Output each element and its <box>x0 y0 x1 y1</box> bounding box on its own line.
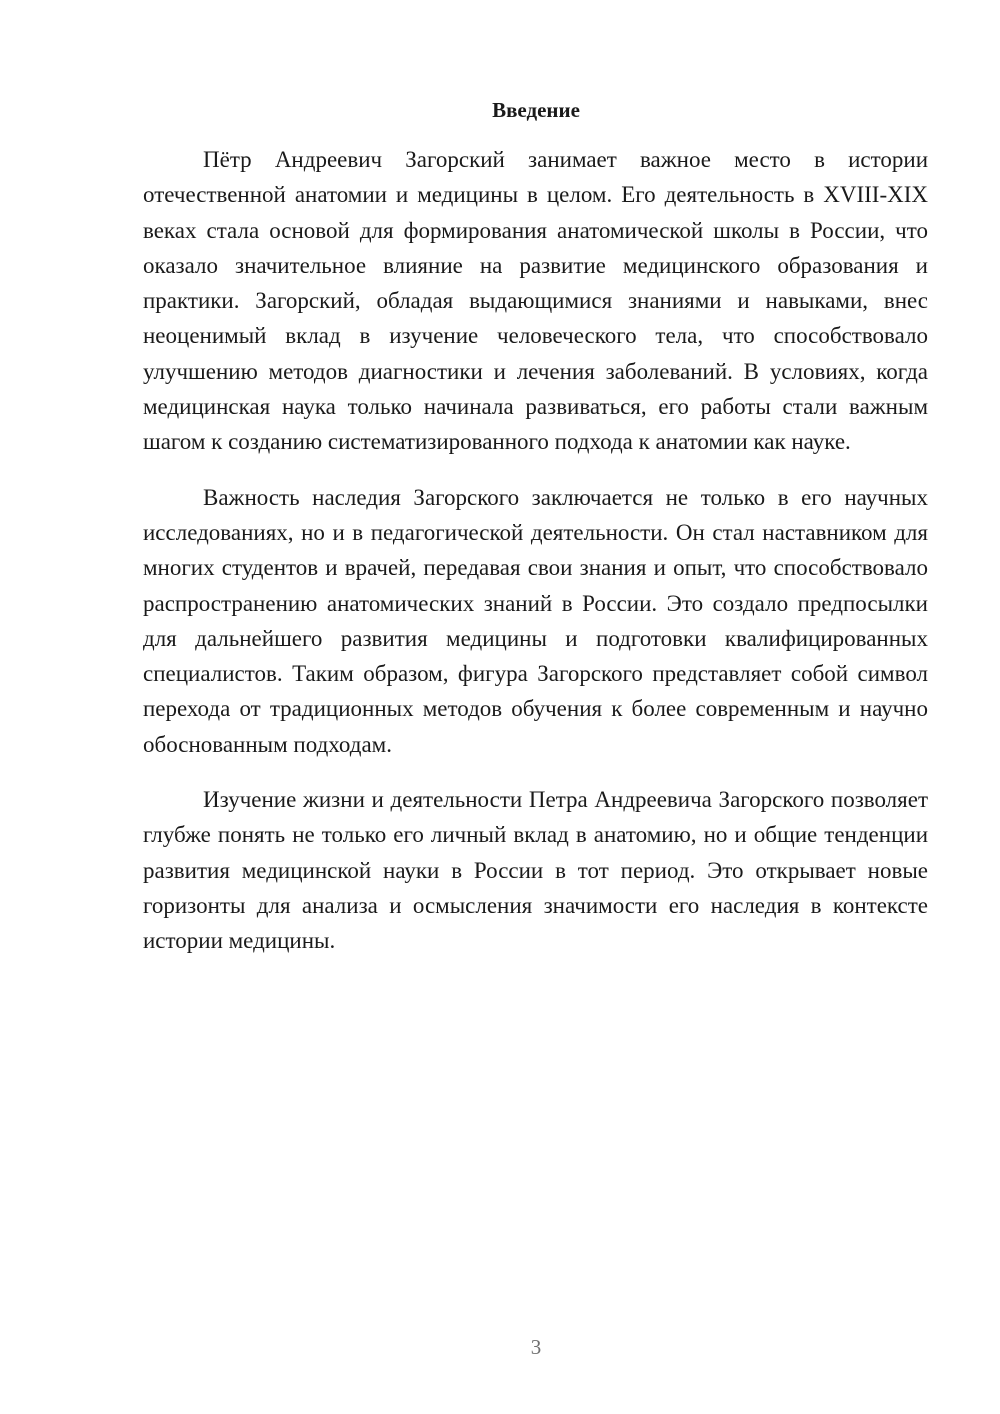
body-text <box>143 142 928 979</box>
paragraph-1: Пётр Андреевич Загорский занимает важное место в истории отечественной анатомии и медицины в целом. Его деятельность в XVIII-XIX веках стала основой для формирования анатомической школы в России, что оказало значительное влияние на развитие медицинского образования и практики. Загорский, обладая выдающимися знаниями и навыками, внес неоценимый вклад в изучение человеческого тела, что способствовало улучшению методов диагностики и лечения заболеваний. В условиях, когда медицинская наука только начинала развиваться, его работы стали важным шагом к созданию систематизированного подхода к анатомии как науке. <box>143 147 928 455</box>
section-title: Введение <box>492 98 580 122</box>
page-number: 3 <box>530 1335 542 1359</box>
paragraph-3: Изучение жизни и деятельности Петра Андреевича Загорского позволяет глубже понять не только его личный вклад в анатомию, но и общие тенденции развития медицинской науки в России в тот период. Это открывает новые горизонты для анализа и осмысления значимости его наследия в контексте истории медицины. <box>143 787 928 954</box>
paragraph-2: Важность наследия Загорского заключается не только в его научных исследованиях, но и в педагогической деятельности. Он стал наставником для многих студентов и врачей, передавая свои знания и опыт, что способствовало распространению анатомических знаний в России. Это создало предпосылки для дальнейшего развития медицины и подготовки квалифицированных специалистов. Таким образом, фигура Загорского представляет собой символ перехода от традиционных методов обучения к более современным и научно обоснованным подходам. <box>143 484 928 757</box>
